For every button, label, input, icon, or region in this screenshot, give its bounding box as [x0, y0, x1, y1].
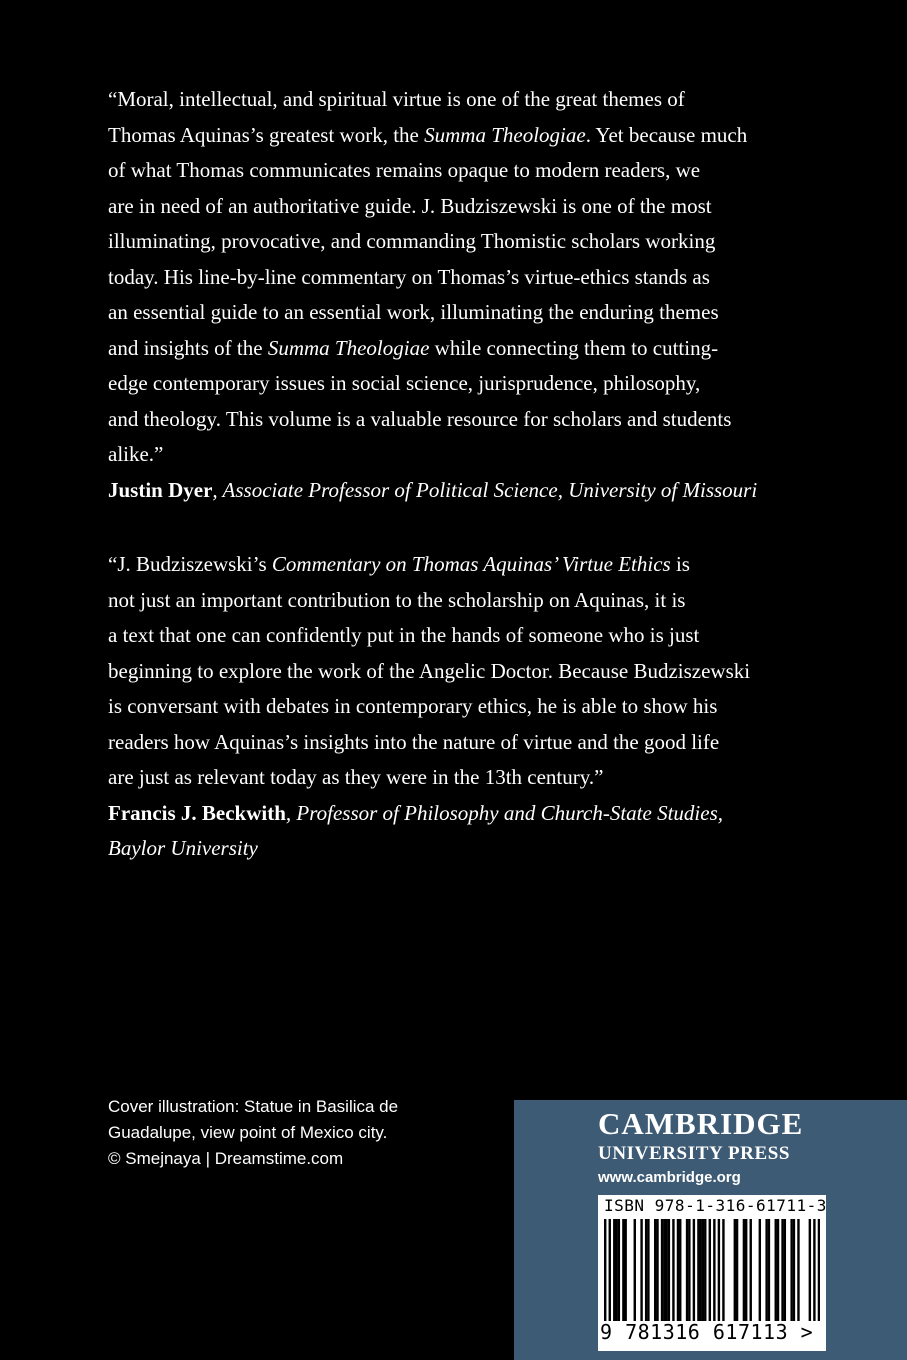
barcode-bar: [809, 1219, 811, 1321]
isbn-label: ISBN 978-1-316-61711-3: [604, 1196, 827, 1215]
quote-line: is conversant with debates in contemporary ethics, he is able to show his: [108, 694, 718, 718]
author-affiliation: Baylor University: [108, 836, 258, 860]
quote-line: an essential guide to an essential work, illuminating the enduring themes: [108, 300, 719, 324]
attribution: [108, 796, 808, 832]
barcode-bar: [604, 1219, 606, 1321]
barcode-bar: [704, 1219, 706, 1321]
publisher-panel: [514, 1100, 907, 1360]
barcode-bar: [615, 1219, 617, 1321]
barcode-bar: [665, 1219, 667, 1321]
barcode-bar: [784, 1219, 786, 1321]
quote-line: “Moral, intellectual, and spiritual virtue is one of the great themes of: [108, 87, 685, 111]
barcode-bar: [818, 1219, 820, 1321]
barcode-bar: [793, 1219, 795, 1321]
author-affiliation: , Associate Professor of Political Science, University of Missouri: [212, 477, 758, 502]
barcode-bar: [736, 1219, 738, 1321]
work-title: Summa Theologiae: [267, 335, 430, 360]
barcode-bar: [688, 1219, 690, 1321]
author-name: Justin Dyer: [108, 477, 213, 502]
barcode-bars: [604, 1219, 820, 1321]
attribution: [108, 473, 808, 509]
endorsement-beckwith: [108, 547, 808, 867]
barcode-bar: [677, 1219, 679, 1321]
barcode-bar: [759, 1219, 761, 1321]
quote-line: edge contemporary issues in social science, jurisprudence, philosophy,: [108, 371, 701, 395]
barcode-bar: [797, 1219, 799, 1321]
barcode-bar: [722, 1219, 724, 1321]
barcode-bar: [765, 1219, 767, 1321]
barcode-bar: [624, 1219, 626, 1321]
barcode-bar: [750, 1219, 752, 1321]
publisher-name: CAMBRIDGE: [598, 1106, 804, 1141]
barcode-bar: [781, 1219, 783, 1321]
barcode-bar: [613, 1219, 615, 1321]
book-title: Commentary on Thomas Aquinas’ Virtue Ethics: [271, 552, 671, 576]
barcode-bar: [663, 1219, 665, 1321]
barcode-bar: [813, 1219, 815, 1321]
quote-line: beginning to explore the work of the Angelic Doctor. Because Budziszewski: [108, 658, 751, 683]
quote-line: of what Thomas communicates remains opaque to modern readers, we: [108, 158, 701, 182]
work-title: Summa Theologiae: [424, 122, 586, 147]
quote-line: and insights of the Summa Theologiae while connecting them to cutting-: [108, 335, 719, 360]
credit-line: Guadalupe, view point of Mexico city.: [108, 1123, 388, 1142]
barcode-bar: [743, 1219, 745, 1321]
barcode-bar: [693, 1219, 695, 1321]
barcode-bar: [686, 1219, 688, 1321]
barcode-bar: [777, 1219, 779, 1321]
attribution-continued: [108, 831, 808, 867]
author-affiliation: , Professor of Philosophy and Church-State Studies,: [285, 800, 723, 825]
quote-line: alike.”: [108, 442, 164, 466]
barcode-bar: [618, 1219, 620, 1321]
barcode-bar: [699, 1219, 701, 1321]
quote-line: a text that one can confidently put in the hands of someone who is just: [108, 623, 700, 647]
barcode-bar: [645, 1219, 647, 1321]
barcode-bar: [647, 1219, 649, 1321]
quote-line: readers how Aquinas’s insights into the nature of virtue and the good life: [108, 729, 720, 754]
barcode-bar: [768, 1219, 770, 1321]
barcode-bar: [718, 1219, 720, 1321]
barcode-bar: [790, 1219, 792, 1321]
quote-line: and theology. This volume is a valuable resource for scholars and students: [108, 406, 732, 431]
quote-line: “J. Budziszewski’s Commentary on Thomas Aquinas’ Virtue Ethics is: [108, 552, 690, 576]
barcode-bar: [697, 1219, 699, 1321]
credit-line: Cover illustration: Statue in Basilica de: [108, 1097, 399, 1116]
quote-line: Thomas Aquinas’s greatest work, the Summa Theologiae. Yet because much: [108, 122, 748, 147]
barcode-box: [598, 1195, 826, 1351]
barcode-bar: [713, 1219, 715, 1321]
cover-credit: [108, 1094, 438, 1172]
quote-line: are just as relevant today as they were in the 13th century.”: [108, 765, 604, 789]
barcode-bar: [661, 1219, 663, 1321]
barcode-bar: [702, 1219, 704, 1321]
barcode-bar: [656, 1219, 658, 1321]
barcode-digits: 9 781316 617113 >: [600, 1320, 814, 1344]
barcode-bar: [634, 1219, 636, 1321]
publisher-subname: UNIVERSITY PRESS: [598, 1143, 791, 1164]
quote-line: illuminating, provocative, and commanding Thomistic scholars working: [108, 229, 716, 253]
endorsement-dyer: [108, 82, 808, 508]
barcode-bar: [640, 1219, 642, 1321]
barcode-bar: [679, 1219, 681, 1321]
quote-line: not just an important contribution to the scholarship on Aquinas, it is: [108, 587, 686, 612]
quote-line: today. His line-by-line commentary on Thomas’s virtue-ethics stands as: [108, 264, 710, 289]
barcode-bar: [734, 1219, 736, 1321]
author-name: Francis J. Beckwith: [108, 800, 286, 825]
barcode-bar: [668, 1219, 670, 1321]
barcode-bar: [745, 1219, 747, 1321]
barcode-bar: [775, 1219, 777, 1321]
credit-line: © Smejnaya | Dreamstime.com: [108, 1149, 344, 1168]
barcode-bar: [672, 1219, 674, 1321]
barcode-bar: [709, 1219, 711, 1321]
quote-line: are in need of an authoritative guide. J. Budziszewski is one of the most: [108, 193, 712, 218]
barcode-bar: [654, 1219, 656, 1321]
publisher-url: www.cambridge.org: [598, 1169, 741, 1186]
barcode-bar: [609, 1219, 611, 1321]
barcode-bar: [622, 1219, 624, 1321]
